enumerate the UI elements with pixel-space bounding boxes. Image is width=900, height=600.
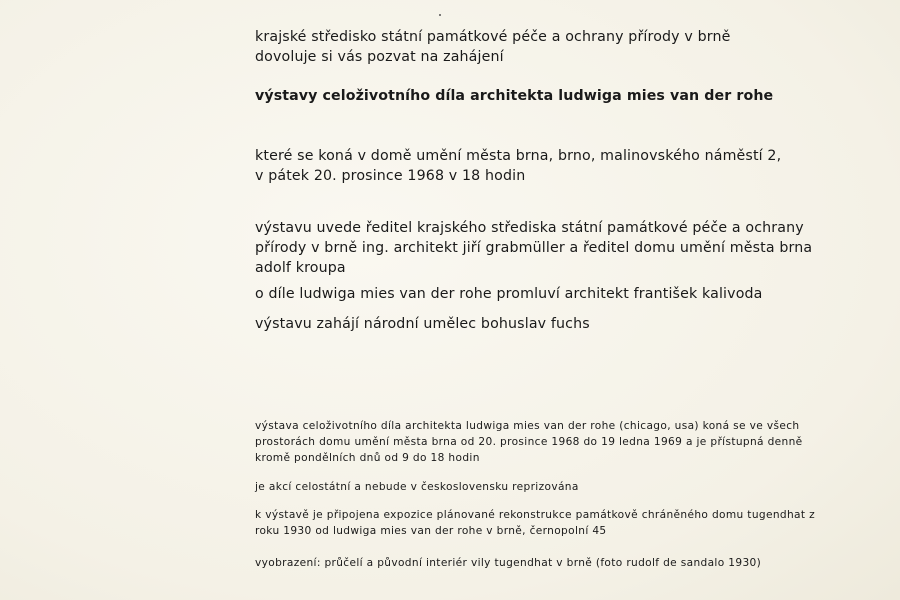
reconstruction-note: k výstavě je připojena expozice plánované rekonstrukce památkově chráněného domu tugendhat z roku 1930 od ludwiga mies van der rohe v brně, černopolní 45	[255, 509, 815, 537]
opener-line: výstavu zahájí národní umělec bohuslav fuchs	[255, 316, 590, 332]
exhibition-info-note: výstava celoživotního díla architekta ludwiga mies van der rohe (chicago, usa) koná se ve všech prostorách domu umění města brna od 20. prosince 1968 do 19 ledna 1969 a je přístupná denně kromě pondělních dnů od 9 do 18 hodin	[255, 420, 803, 464]
presenters-paragraph: výstavu uvede ředitel krajského střediska státní památkové péče a ochrany přírody v brně ing. architekt jiří grabmüller a ředitel domu umění města brna adolf kroupa	[255, 220, 813, 276]
illustration-caption: vyobrazení: průčelí a původní interiér vily tugendhat v brně (foto rudolf de sandalo 1930)	[255, 557, 762, 569]
intro-line-1: krajské středisko státní památkové péče a ochrany přírody v brně	[255, 29, 731, 45]
exhibition-title: výstavy celoživotního díla architekta ludwiga mies van der rohe	[255, 88, 774, 104]
venue-line-2: v pátek 20. prosince 1968 v 18 hodin	[255, 168, 526, 184]
speaker-line: o díle ludwiga mies van der rohe promluví architekt františek kalivoda	[255, 286, 763, 302]
national-event-note: je akcí celostátní a nebude v československu reprizována	[255, 481, 579, 493]
intro-line-2: dovoluje si vás pozvat na zahájení	[255, 49, 504, 65]
venue-line-1: které se koná v domě umění města brna, brno, malinovského náměstí 2,	[255, 148, 782, 164]
printer-dot	[439, 14, 441, 16]
